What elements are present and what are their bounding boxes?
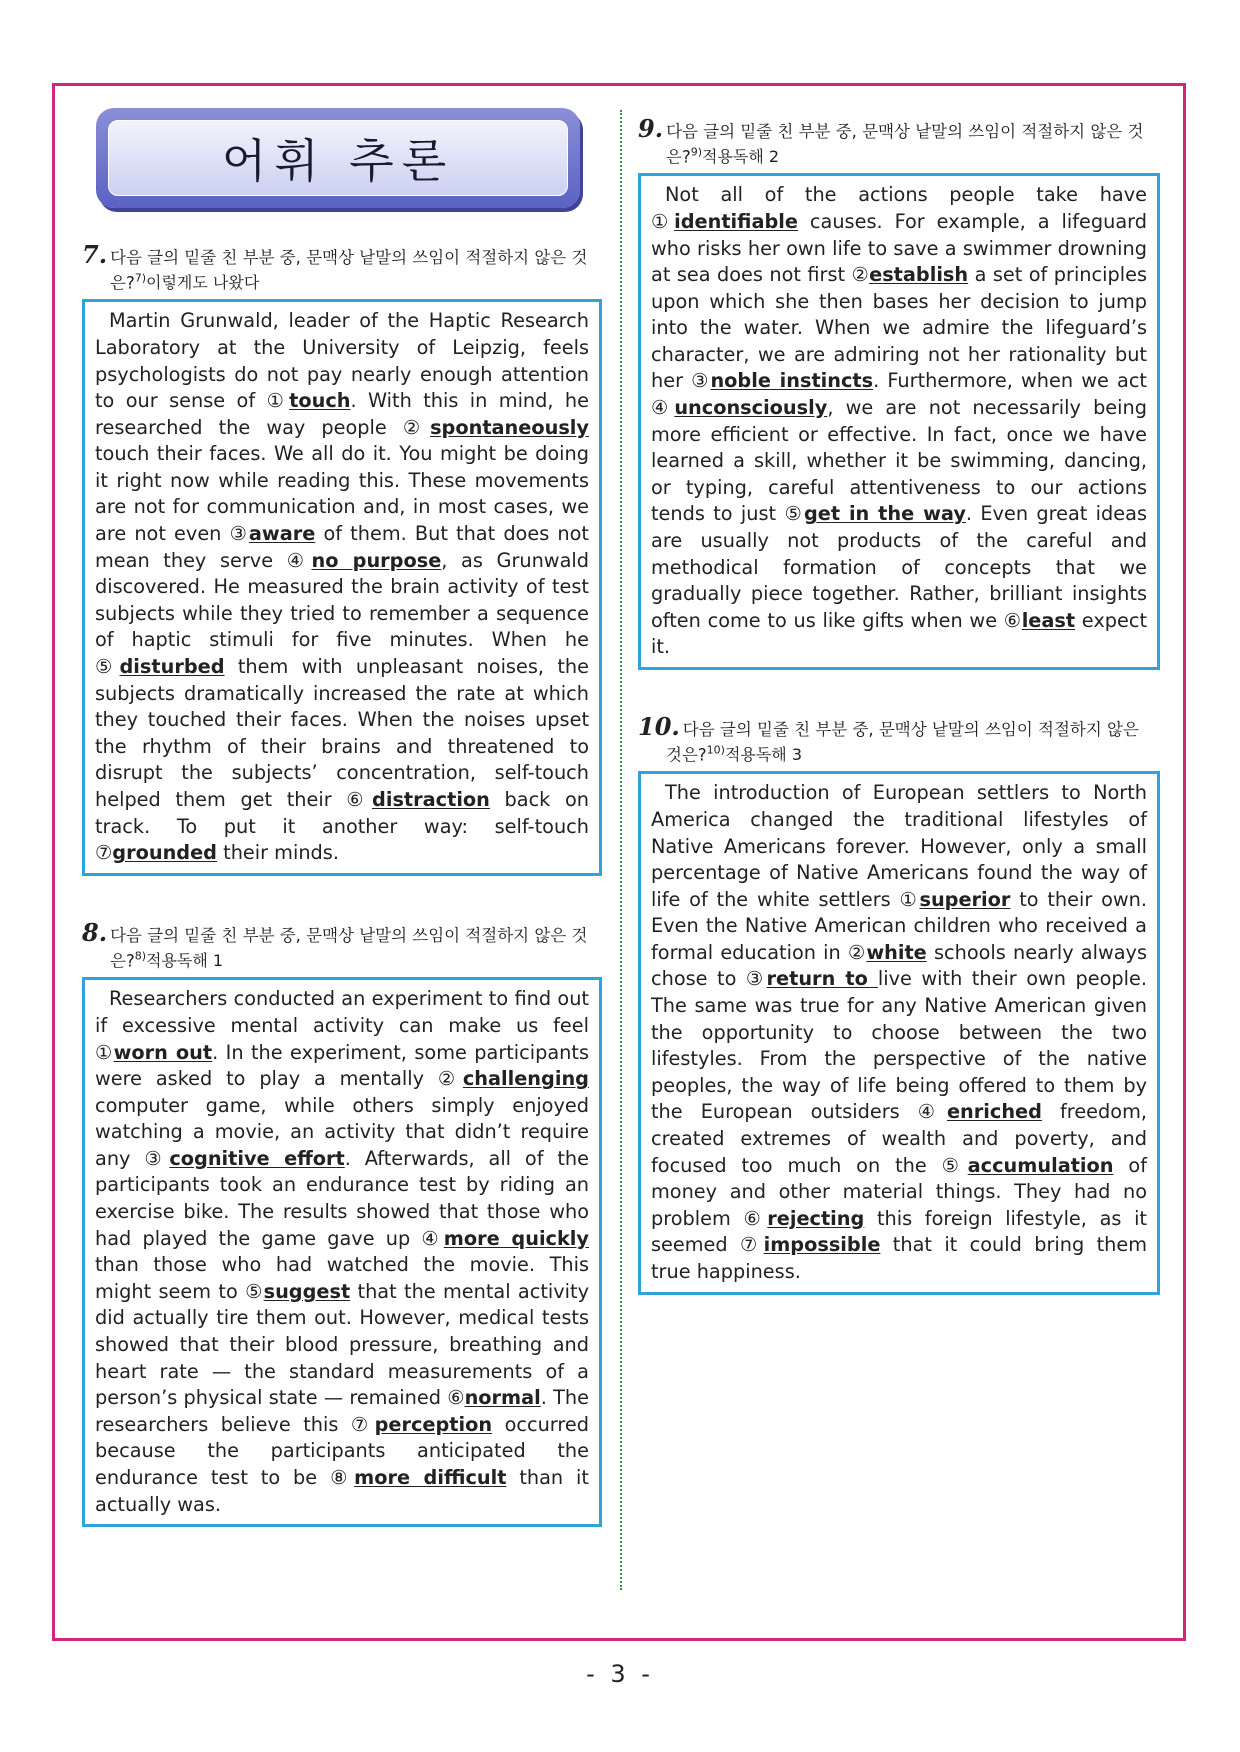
choice-number: ③ (691, 369, 711, 393)
title-banner (96, 108, 580, 208)
choice-number: ⑧ (330, 1466, 355, 1490)
underlined-term: no purpose (311, 548, 442, 572)
underlined-term: enriched (946, 1100, 1042, 1124)
passage-text: live with their own people. The same was true for any Native American given the opportunity to choose between the two lifestyles. From the perspective of the native peoples, the way of life being offered to them by the European outsiders (651, 967, 1147, 1124)
choice-number: ① (95, 1040, 114, 1064)
underlined-term: suggest (263, 1279, 351, 1303)
passage-text: a set of principles upon which she then bases her decision to jump into the water. When we admire the lifeguard’s character, we are admiring not her rationality but her (651, 263, 1147, 393)
passage-box (82, 299, 602, 875)
underlined-term: white (866, 940, 927, 964)
question-9 (638, 114, 1160, 670)
page-title: 어휘 추론 (221, 134, 455, 188)
passage-text: their minds. (217, 841, 339, 865)
question-header (638, 114, 1160, 167)
passage-text: of them. But that does not mean they serve (95, 522, 589, 572)
choice-number: ⑤ (784, 502, 804, 526)
underlined-term: impossible (763, 1233, 881, 1257)
underlined-term: challenging (462, 1067, 589, 1091)
question-prompt: 다음 글의 밑줄 친 부분 중, 문맥상 낱말의 쓰임이 적절하지 않은 것은? (666, 720, 1139, 765)
question-header (82, 918, 602, 971)
choice-number: ④ (286, 548, 312, 572)
choice-number: ② (851, 263, 870, 287)
underlined-term: cognitive effort (169, 1146, 345, 1170)
underlined-term: get in the way (803, 502, 966, 526)
question-7 (82, 240, 602, 876)
source-label: 적용독해 2 (702, 147, 780, 167)
passage-text: them with unpleasant noises, the subjects dramatically increased the rate at which they touched their faces. When the noises upset the rhythm of their brains and threatened to disrupt the subjects’ concentration, self-touch helped them get their (95, 655, 589, 812)
underlined-term: spontaneously (430, 415, 589, 439)
choice-number: ⑥ (346, 788, 373, 812)
choice-number: ⑥ (743, 1206, 768, 1230)
passage-box (638, 173, 1160, 670)
choice-number: ④ (651, 396, 675, 420)
passage-text: schools nearly always chose to (651, 940, 1148, 991)
passage-text: of money and other material things. They had no problem (651, 1153, 1147, 1230)
underlined-term: least (1021, 608, 1076, 632)
question-source (691, 147, 779, 166)
passage-text: than those who had watched the movie. This might seem to (95, 1253, 589, 1303)
choice-number: ③ (229, 522, 249, 546)
passage-text: to their own. Even the Native American children who received a formal education in (651, 887, 1147, 964)
choice-number: ① (651, 209, 675, 233)
choice-number: ② (402, 415, 431, 439)
passage-text: . Afterwards, all of the participants took an endurance test by riding an exercise bike. The results showed that those who had played the game gave up (95, 1146, 589, 1250)
choice-number: ③ (144, 1146, 170, 1170)
underlined-term: touch (289, 389, 351, 413)
underlined-term: establish (869, 263, 969, 287)
underlined-term: normal (464, 1386, 541, 1410)
choice-number: ④ (917, 1100, 947, 1124)
page-number: - 3 - (586, 1660, 654, 1688)
passage-text: this foreign lifestyle, as it seemed (651, 1206, 1147, 1257)
passage-text: than it actually was. (95, 1466, 589, 1516)
choice-number: ③ (745, 967, 767, 991)
choice-number: ⑥ (447, 1386, 465, 1410)
choice-number: ① (899, 887, 920, 911)
underlined-term: grounded (112, 841, 217, 865)
choice-number: ⑦ (95, 841, 113, 865)
underlined-term: noble instincts (710, 369, 874, 393)
underlined-term: rejecting (767, 1206, 865, 1230)
underlined-term: disturbed (119, 655, 225, 679)
question-prompt: 다음 글의 밑줄 친 부분 중, 문맥상 낱말의 쓰임이 적절하지 않은 것은? (110, 926, 588, 971)
question-source (135, 273, 260, 292)
question-10 (638, 712, 1160, 1295)
underlined-term: aware (248, 522, 316, 546)
passage-text: . The researchers believe this (95, 1386, 589, 1436)
passage-text: . With this in mind, he researched the way people (95, 389, 590, 439)
passage-text: freedom, created extremes of wealth and poverty, and focused too much on the (651, 1100, 1147, 1177)
passage-box (638, 771, 1160, 1294)
underlined-term: identifiable (674, 209, 798, 233)
question-header (638, 712, 1160, 765)
choice-number: ① (266, 389, 290, 413)
passage-text: . Furthermore, when we act (873, 369, 1147, 393)
underlined-term: perception (374, 1412, 493, 1436)
passage-text: , we are not necessarily being more efficient or effective. In fact, once we have learned a skill, whether it be swimming, dancing, or typing, careful attentiveness to our actions tends to just (651, 396, 1147, 526)
passage-text: computer game, while others simply enjoyed watching a movie, an activity that didn’t require any (95, 1093, 589, 1170)
question-number: 9. (638, 114, 664, 143)
choice-number: ⑦ (350, 1412, 375, 1436)
choice-number: ⑤ (941, 1153, 968, 1177)
title-banner-inner (108, 120, 568, 196)
footnote-mark: 7) (134, 272, 146, 285)
question-prompt: 다음 글의 밑줄 친 부분 중, 문맥상 낱말의 쓰임이 적절하지 않은 것은? (666, 122, 1144, 167)
source-label: 적용독해 1 (146, 951, 224, 971)
underlined-term: distraction (372, 788, 490, 812)
question-source (135, 951, 223, 970)
question-number: 7. (82, 240, 108, 269)
passage-text: causes. For example, a lifeguard who risks her own life to save a swimmer drowning at sea does not first (651, 209, 1147, 287)
underlined-term: worn out (113, 1040, 213, 1064)
passage-text: back on track. To put it another way: self-touch (95, 788, 589, 838)
question-source (707, 745, 802, 764)
passage-text: Not all of the actions people take have (665, 183, 1147, 207)
passage-text: touch their faces. We all do it. You might be doing it right now while reading this. These movements are not for communication and, in most cases, we are not even (95, 442, 589, 546)
passage-text: occurred because the participants anticipated the endurance test to be (95, 1412, 589, 1490)
question-number: 8. (82, 918, 108, 947)
question-header (82, 240, 602, 293)
passage-text: Researchers conducted an experiment to find out if excessive mental activity can make us feel (95, 987, 589, 1037)
column-divider (620, 110, 622, 1590)
passage-box (82, 977, 602, 1527)
footnote-mark: 8) (134, 950, 146, 963)
choice-number: ② (437, 1067, 463, 1091)
choice-number: ⑦ (740, 1233, 764, 1257)
underlined-term: more quickly (443, 1226, 589, 1250)
footnote-mark: 9) (690, 146, 702, 159)
underlined-term: more difficult (354, 1466, 507, 1490)
source-label: 적용독해 3 (724, 745, 803, 765)
source-label: 이렇게도 나왔다 (146, 273, 260, 293)
footnote-mark: 10) (706, 744, 725, 757)
choice-number: ④ (421, 1226, 444, 1250)
choice-number: ⑤ (95, 655, 120, 679)
question-number: 10. (638, 712, 680, 741)
passage-text: The introduction of European settlers to North America changed the traditional lifestyles of Native Americans forever. However, only a small percentage of Native Americans found the way of life of the white settlers (651, 781, 1147, 911)
passage-text: . Even great ideas are usually not products of the careful and methodical formation of concepts that we gradually piece together. Rather, brilliant insights often come to us like gifts when we (651, 502, 1147, 632)
question-8 (82, 918, 602, 1527)
choice-number: ⑤ (245, 1279, 264, 1303)
underlined-term: return to (766, 967, 878, 991)
passage-text: Martin Grunwald, leader of the Haptic Research Laboratory at the University of Leipzig, feels psychologists do not pay nearly enough attention to our sense of (95, 309, 589, 413)
underlined-term: unconsciously (674, 396, 828, 420)
passage-text: . In the experiment, some participants were asked to play a mentally (95, 1040, 589, 1091)
choice-number: ⑥ (1003, 608, 1022, 632)
passage-text: , as Grunwald discovered. He measured the brain activity of test subjects while they tried to remember a sequence of haptic stimuli for five minutes. When he (95, 548, 589, 652)
passage-text: that the mental activity did actually tire them out. However, medical tests showed that their blood pressure, breathing and heart rate — the standard measurements of a person’s physical state — remained (95, 1279, 589, 1410)
underlined-term: superior (919, 887, 1011, 911)
choice-number: ② (847, 940, 867, 964)
question-prompt: 다음 글의 밑줄 친 부분 중, 문맥상 낱말의 쓰임이 적절하지 않은 것은? (110, 248, 588, 293)
passage-text: expect it. (651, 608, 1148, 659)
underlined-term: accumulation (967, 1153, 1114, 1177)
passage-text: that it could bring them true happiness. (651, 1233, 1147, 1284)
